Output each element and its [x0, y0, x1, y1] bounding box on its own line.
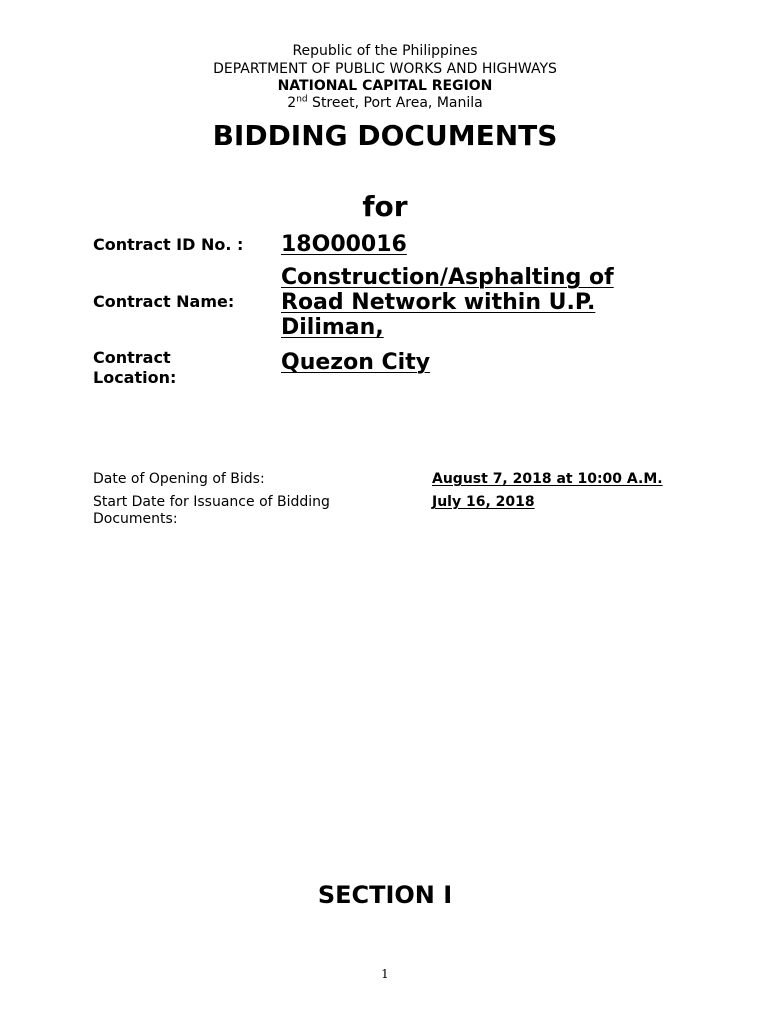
address-ordinal: nd [296, 94, 308, 105]
contract-location-label-line-1: Contract [93, 348, 171, 367]
header-republic: Republic of the Philippines [292, 43, 478, 59]
issuance-date-value: July 16, 2018 [432, 494, 535, 510]
section-heading: SECTION I [317, 881, 453, 909]
contract-name-line-2: Road Network within U.P. [281, 290, 596, 315]
issuance-date-label-line-1: Start Date for Issuance of Bidding [93, 494, 330, 510]
header-address [0, 95, 770, 112]
contract-id-label: Contract ID No. : [93, 235, 244, 254]
contract-location-label-line-2: Location: [93, 368, 177, 387]
contract-name-line-1: Construction/Asphalting of [281, 265, 614, 290]
contract-id-value: 18O00016 [281, 232, 407, 257]
address-number: 2 [287, 95, 297, 111]
document-title: BIDDING DOCUMENTS [212, 119, 558, 152]
page-number: 1 [381, 967, 389, 981]
issuance-date-label-line-2: Documents: [93, 511, 178, 527]
opening-date-label: Date of Opening of Bids: [93, 471, 265, 487]
header-department: DEPARTMENT OF PUBLIC WORKS AND HIGHWAYS [213, 61, 557, 77]
opening-date-value: August 7, 2018 at 10:00 A.M. [432, 471, 663, 487]
address-street: Street, Port Area, Manila [307, 95, 483, 111]
header-region: NATIONAL CAPITAL REGION [277, 78, 493, 94]
for-word: for [362, 190, 408, 223]
contract-name-label: Contract Name: [93, 292, 235, 311]
contract-name-line-3: Diliman, [281, 315, 384, 340]
contract-location-value: Quezon City [281, 350, 431, 375]
